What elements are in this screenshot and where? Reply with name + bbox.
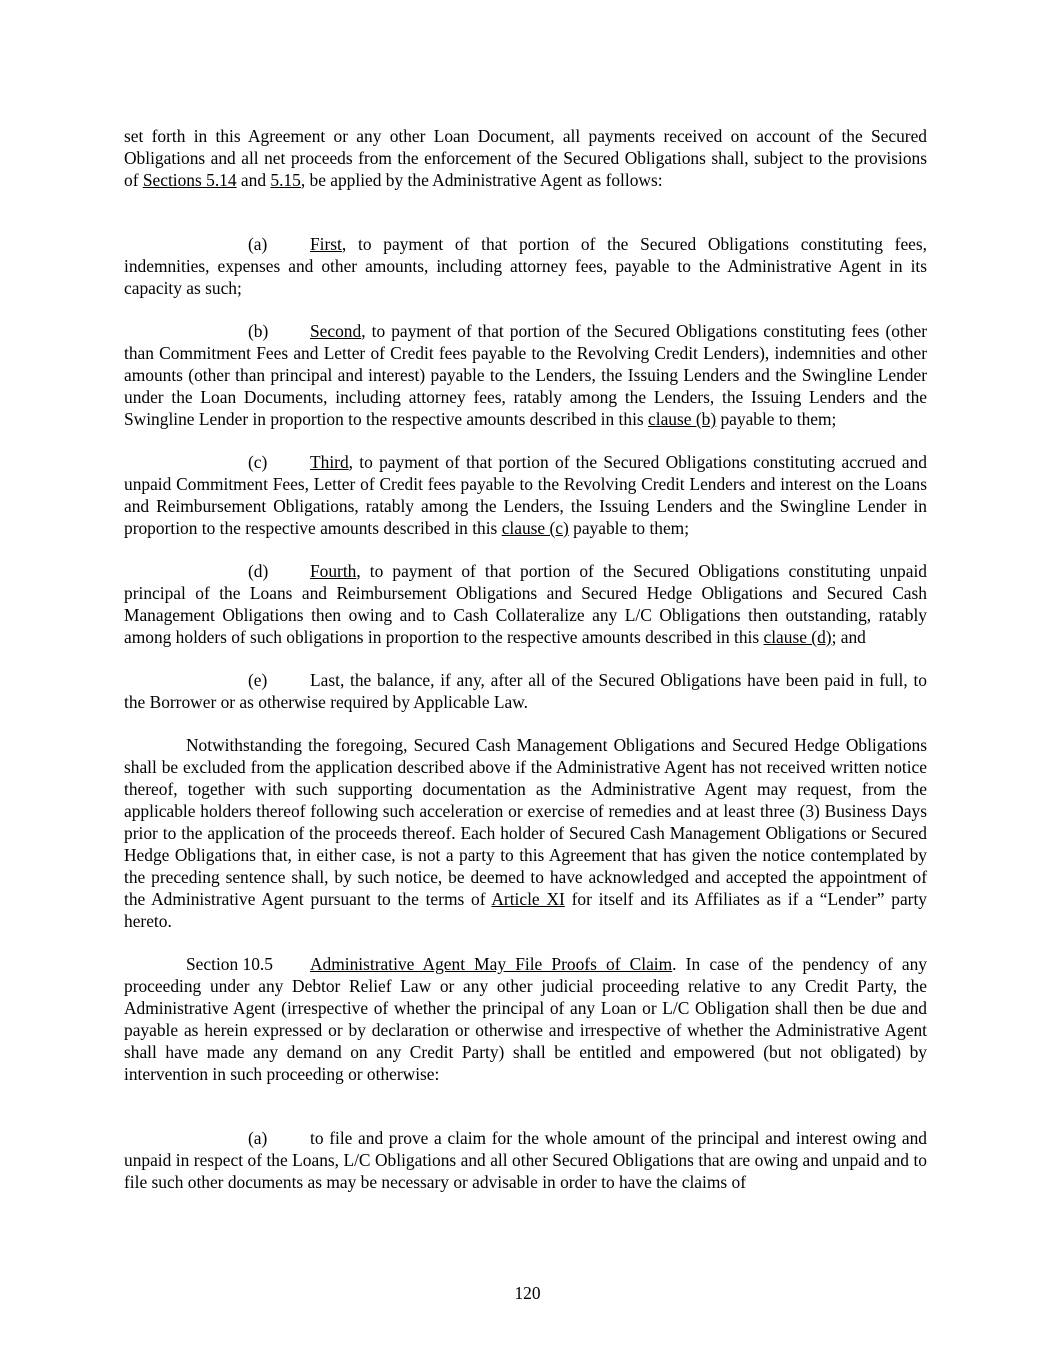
section-number: Section 10.5 <box>186 954 273 974</box>
clause-a-first: (a) First, to payment of that portion of the Secured Obligations constituting fees, indemnities, expenses and other amounts, including attorney fees, payable to the Administrative Agent in its capacity as such; <box>124 234 927 298</box>
document-page <box>124 125 927 1193</box>
section-reference: 5.15 <box>270 170 301 190</box>
clause-heading: Fourth <box>310 561 357 581</box>
clause-heading: Third <box>310 452 349 472</box>
clause-c-third: (c) Third, to payment of that portion of the Secured Obligations constituting accrued and unpaid Commitment Fees, Letter of Credit fees payable to the Revolving Credit Lenders and interest on the Loans and Reimbursement Obligations, ratably among the Lenders, the Issuing Lenders and the Swingline Lender in proportion to the respective amounts described in this clause (c) payable to them; <box>124 452 927 538</box>
notwithstanding-paragraph: Notwithstanding the foregoing, Secured Cash Management Obligations and Secured Hedge Obligations shall be excluded from the application described above if the Administrative Agent has not received written notice thereof, together with such supporting documentation as the Administrative Agent may request, from the applicable holders thereof following such acceleration or exercise of remedies and at least three (3) Business Days prior to the application of the proceeds thereof. Each holder of Secured Cash Management Obligations or Secured Hedge Obligations that, in either case, is not a party to this Agreement that has given the notice contemplated by the preceding sentence shall, by such notice, be deemed to have acknowledged and accepted the appointment of the Administrative Agent pursuant to the terms of Article XI for itself and its Affiliates as if a “Lender” party hereto. <box>124 735 927 931</box>
clause-b-second: (b) Second, to payment of that portion of the Secured Obligations constituting fees (other than Commitment Fees and Letter of Credit fees payable to the Revolving Credit Lenders), indemnities and other amounts (other than principal and interest) payable to the Lenders, the Issuing Lenders and the Swingline Lender under the Loan Documents, including attorney fees, ratably among the Lenders, the Issuing Lenders and the Swingline Lender in proportion to the respective amounts described in this clause (b) payable to them; <box>124 321 927 429</box>
clause-label: (b) <box>248 321 269 341</box>
clause-label: (d) <box>248 561 269 581</box>
clause-reference: clause (c) <box>501 518 569 538</box>
section-title: Administrative Agent May File Proofs of Claim <box>310 954 673 974</box>
clause-reference: clause (d) <box>763 627 832 647</box>
clause-reference: clause (b) <box>648 409 717 429</box>
page-number: 120 <box>514 1283 541 1303</box>
clause-label: (a) <box>248 1128 268 1148</box>
section-10-5-paragraph: Section 10.5 Administrative Agent May File Proofs of Claim. In case of the pendency of any proceeding under any Debtor Relief Law or any other judicial proceeding relative to any Credit Party, the Administrative Agent (irrespective of whether the principal of any Loan or L/C Obligation shall then be due and payable as herein expressed or by declaration or otherwise and irrespective of whether the Administrative Agent shall have made any demand on any Credit Party) shall be entitled and empowered (but not obligated) by intervention in such proceeding or otherwise: <box>124 954 928 1084</box>
intro-paragraph: set forth in this Agreement or any other Loan Document, all payments received on account of the Secured Obligations and all net proceeds from the enforcement of the Secured Obligations shall, subject to the provisions of Sections 5.14 and 5.15, be applied by the Administrative Agent as follows: <box>124 126 927 190</box>
clause-label: (a) <box>248 234 268 254</box>
clause-heading: Second <box>310 321 362 341</box>
clause-label: (e) <box>248 670 268 690</box>
claim-clause-a: (a) to file and prove a claim for the whole amount of the principal and interest owing and unpaid in respect of the Loans, L/C Obligations and all other Secured Obligations that are owing and unpaid and to file such other documents as may be necessary or advisable in order to have the claims of <box>124 1128 927 1192</box>
clause-heading: First <box>310 234 342 254</box>
clause-label: (c) <box>248 452 268 472</box>
clause-d-fourth: (d) Fourth, to payment of that portion of the Secured Obligations constituting unpaid principal of the Loans and Reimbursement Obligations and Secured Hedge Obligations and Secured Cash Management Obligations then owing and to Cash Collateralize any L/C Obligations then outstanding, ratably among holders of such obligations in proportion to the respective amounts described in this clause (d); and <box>124 561 927 647</box>
article-reference: Article XI <box>491 889 565 909</box>
clause-e-last: (e) Last, the balance, if any, after all of the Secured Obligations have been paid in full, to the Borrower or as otherwise required by Applicable Law. <box>124 670 927 712</box>
section-reference: Sections 5.14 <box>142 170 237 190</box>
